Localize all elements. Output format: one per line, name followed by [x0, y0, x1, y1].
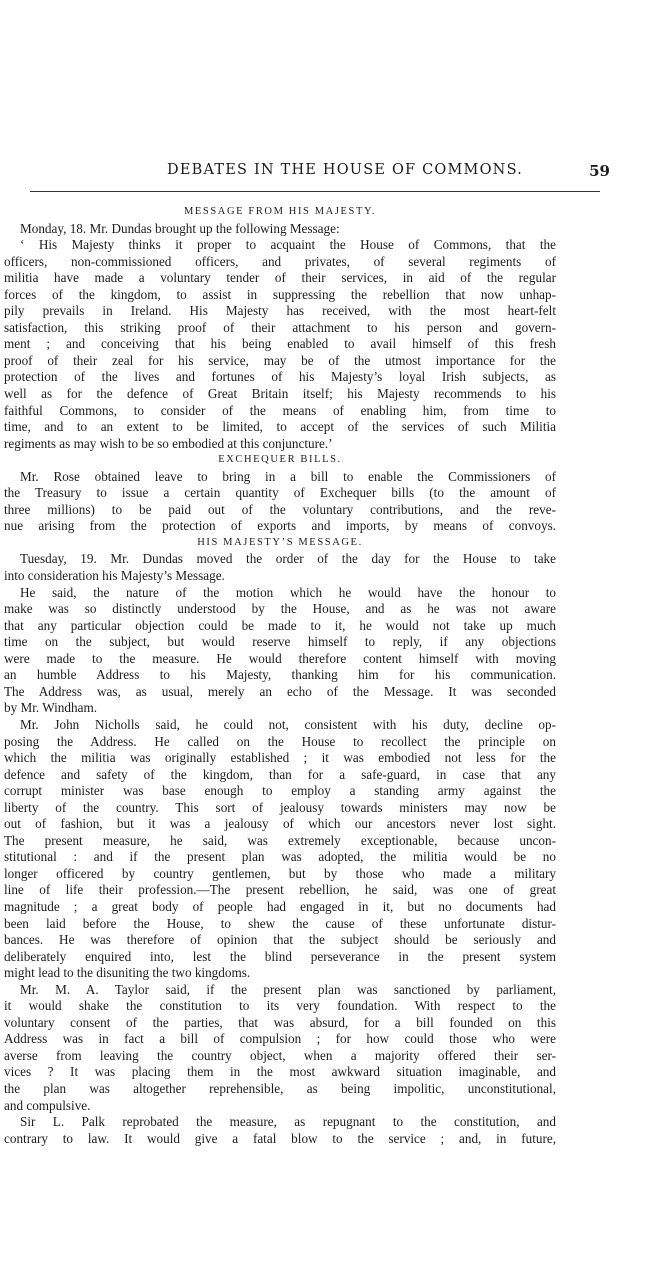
section-heading: EXCHEQUER BILLS.	[218, 454, 342, 466]
text-line: Tuesday, 19. Mr. Dundas moved the order of the day for the House to take	[20, 551, 556, 567]
text-line: Address was in fact a bill of compulsion ; for how could those who were	[4, 1031, 556, 1047]
text-line: liberty of the country. This sort of jealousy towards ministers may now be	[4, 799, 556, 815]
text-line: three millions) to be paid out of the voluntary contributions, and the reve-	[4, 501, 556, 517]
page-title: DEBATES IN THE HOUSE OF COMMONS.	[167, 162, 523, 178]
page-number: 59	[589, 162, 610, 180]
body-text	[4, 204, 556, 1147]
text-line: stitutional : and if the present plan was adopted, the militia would be no	[4, 849, 556, 865]
text-line: might lead to the disuniting the two kingdoms.	[4, 965, 251, 981]
text-line: longer officered by country gentlemen, but by those who made a military	[4, 865, 556, 881]
text-line: an humble Address to his Majesty, thanking him for his communication.	[4, 667, 556, 683]
text-line: by Mr. Windham.	[4, 700, 98, 716]
text-line: time, and to an extent to be limited, to accept of the services of such Militia	[4, 419, 556, 435]
text-line: defence and safety of the kingdom, than for a safe-guard, in case that any	[4, 766, 556, 782]
text-line: The present measure, he said, was extremely exceptionable, because uncon-	[4, 832, 556, 848]
text-line: Monday, 18. Mr. Dundas brought up the following Message:	[20, 220, 340, 236]
text-line: proof of their zeal for his service, may be of the utmost importance for the	[4, 352, 556, 368]
text-line: it would shake the constitution to its very foundation. With respect to the	[4, 998, 556, 1014]
text-line: posing the Address. He called on the House to recollect the principle on	[4, 733, 556, 749]
text-line: the Treasury to issue a certain quantity of Exchequer bills (to the amount of	[4, 485, 556, 501]
section-heading: HIS MAJESTY’S MESSAGE.	[197, 536, 363, 548]
text-line: and compulsive.	[4, 1097, 91, 1113]
text-line: satisfaction, this striking proof of their attachment to his person and govern-	[4, 319, 556, 335]
text-line: corrupt minister was base enough to employ a standing army against the	[4, 783, 556, 799]
text-line: protection of the lives and fortunes of his Majesty’s loyal Irish subjects, as	[4, 369, 556, 385]
text-line: bances. He was therefore of opinion that the subject should be seriously and	[4, 932, 556, 948]
text-line: regiments as may wish to be so embodied at this conjuncture.’	[4, 435, 333, 451]
text-line: the plan was altogether reprehensible, as being impolitic, unconstitutional,	[4, 1080, 556, 1096]
text-line: into consideration his Majesty’s Message.	[4, 568, 225, 584]
text-line: voluntary consent of the parties, that was absurd, for a bill founded on this	[4, 1014, 556, 1030]
text-line: out of fashion, but it was a jealousy of which our ancestors never lost sight.	[4, 816, 556, 832]
text-line: The Address was, as usual, merely an echo of the Message. It was seconded	[4, 683, 556, 699]
text-line: averse from leaving the country object, when a majority offered their ser-	[4, 1047, 556, 1063]
text-line: militia have made a voluntary tender of their services, in aid of the regular	[4, 270, 556, 286]
text-line: Mr. John Nicholls said, he could not, consistent with his duty, decline op-	[20, 716, 556, 732]
section-heading: MESSAGE FROM HIS MAJESTY.	[183, 206, 377, 217]
text-line: ‘ His Majesty thinks it proper to acquaint the House of Commons, that the	[20, 237, 556, 253]
header-rule	[30, 191, 600, 192]
text-line: time on the subject, but would reserve himself to reply, if any objections	[4, 634, 556, 650]
text-line: He said, the nature of the motion which he would have the honour to	[20, 584, 556, 600]
text-line: nue arising from the protection of exports and imports, by means of convoys.	[4, 518, 556, 534]
text-line: forces of the kingdom, to assist in suppressing the rebellion that now unhap-	[4, 286, 556, 302]
text-line: deliberately enquired into, lest the blind perseverance in the present system	[4, 948, 556, 964]
text-line: magnitude ; a great body of people had engaged in it, but no documents had	[4, 898, 556, 914]
text-line: line of life their profession.—The present rebellion, he said, was one of great	[4, 882, 556, 898]
text-line: Sir L. Palk reprobated the measure, as repugnant to the constitution, and	[20, 1114, 556, 1130]
text-line: make was so distinctly understood by the House, and as he was not aware	[4, 601, 556, 617]
text-line: pily prevails in Ireland. His Majesty has received, with the most heart-felt	[4, 303, 556, 319]
text-line: Mr. Rose obtained leave to bring in a bill to enable the Commissioners of	[20, 468, 556, 484]
text-line: Mr. M. A. Taylor said, if the present plan was sanctioned by parliament,	[20, 981, 556, 997]
running-head	[40, 162, 650, 186]
text-line: vices ? It was placing them in the most awkward situation imaginable, and	[4, 1064, 556, 1080]
text-line: ment ; and conceiving that his being enabled to avail himself of this fresh	[4, 336, 556, 352]
text-line: faithful Commons, to consider of the means of enabling him, from time to	[4, 402, 556, 418]
text-line: were made to the measure. He would therefore content himself with moving	[4, 650, 556, 666]
text-line: contrary to law. It would give a fatal blow to the service ; and, in future,	[4, 1130, 556, 1146]
text-line: officers, non-commissioned officers, and privates, of several regiments of	[4, 253, 556, 269]
text-line: which the militia was originally established ; it was embodied not less for the	[4, 750, 556, 766]
text-line: well as for the defence of Great Britain itself; his Majesty recommends to his	[4, 386, 556, 402]
text-line: that any particular objection could be made to it, he would not take up much	[4, 617, 556, 633]
text-line: been laid before the House, to shew the cause of these unfortunate distur-	[4, 915, 556, 931]
